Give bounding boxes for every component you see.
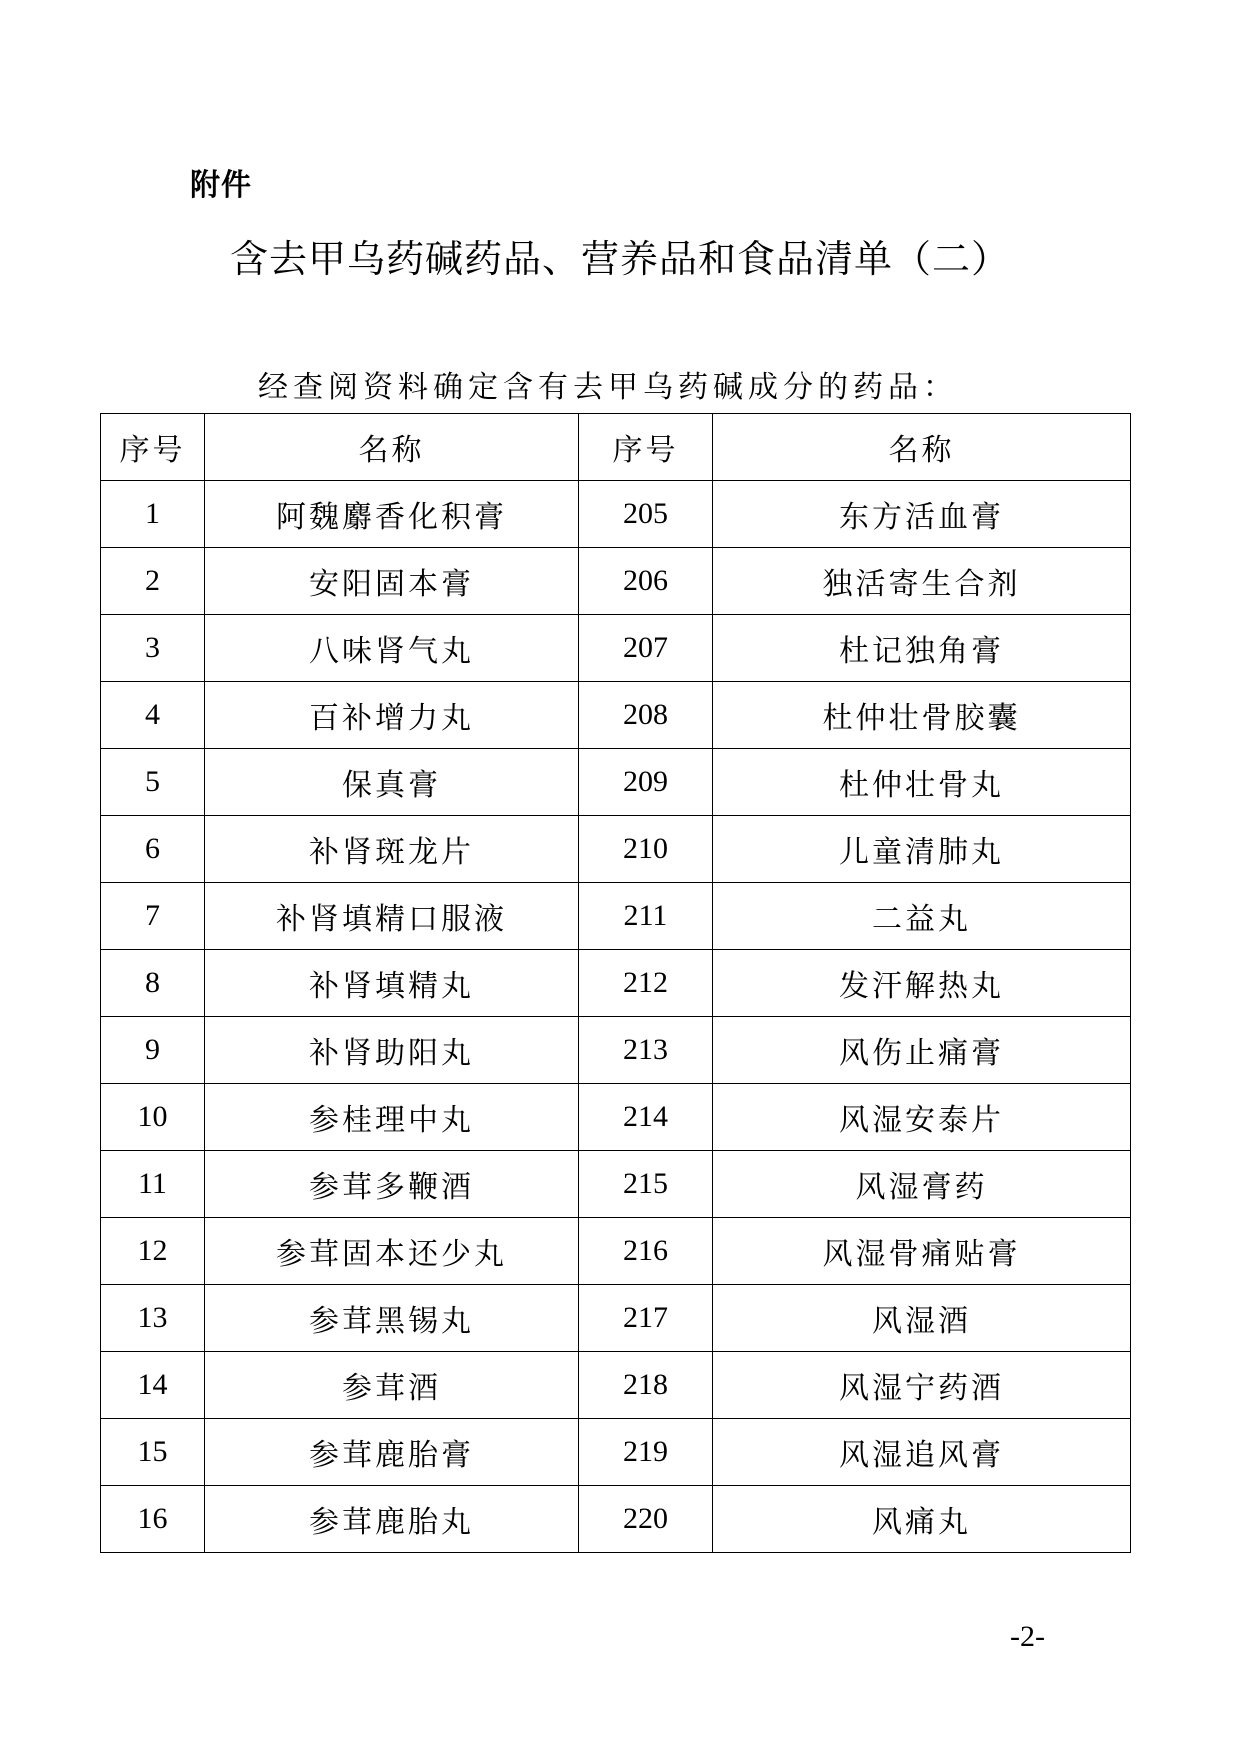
table-row xyxy=(101,682,1131,749)
column-header-index: 序号 xyxy=(101,414,205,481)
medicine-name: 参茸固本还少丸 xyxy=(205,1218,579,1285)
row-index: 219 xyxy=(579,1419,713,1486)
medicine-name: 参茸鹿胎膏 xyxy=(205,1419,579,1486)
medicine-name: 二益丸 xyxy=(713,883,1131,950)
row-index: 8 xyxy=(101,950,205,1017)
row-index: 15 xyxy=(101,1419,205,1486)
row-index: 211 xyxy=(579,883,713,950)
table-row xyxy=(101,1486,1131,1553)
table-header-row xyxy=(101,414,1131,481)
medicine-name: 风伤止痛膏 xyxy=(713,1017,1131,1084)
medicine-name: 八味肾气丸 xyxy=(205,615,579,682)
medicine-name: 风湿骨痛贴膏 xyxy=(713,1218,1131,1285)
medicine-name: 风湿宁药酒 xyxy=(713,1352,1131,1419)
column-header-name: 名称 xyxy=(713,414,1131,481)
table-row xyxy=(101,548,1131,615)
row-index: 212 xyxy=(579,950,713,1017)
column-header-name: 名称 xyxy=(205,414,579,481)
table-row xyxy=(101,816,1131,883)
document-title: 含去甲乌药碱药品、营养品和食品清单（二） xyxy=(229,237,1010,281)
intro-text: 经查阅资料确定含有去甲乌药碱成分的药品： xyxy=(258,370,958,405)
medicine-name: 独活寄生合剂 xyxy=(713,548,1131,615)
medicine-name: 参桂理中丸 xyxy=(205,1084,579,1151)
medicine-name: 参茸多鞭酒 xyxy=(205,1151,579,1218)
medicine-table xyxy=(100,413,1131,1553)
page-number: -2- xyxy=(1010,1620,1045,1653)
row-index: 9 xyxy=(101,1017,205,1084)
medicine-name: 补肾填精口服液 xyxy=(205,883,579,950)
medicine-name: 补肾填精丸 xyxy=(205,950,579,1017)
row-index: 220 xyxy=(579,1486,713,1553)
row-index: 1 xyxy=(101,481,205,548)
row-index: 213 xyxy=(579,1017,713,1084)
row-index: 5 xyxy=(101,749,205,816)
medicine-name: 发汗解热丸 xyxy=(713,950,1131,1017)
medicine-name: 风湿追风膏 xyxy=(713,1419,1131,1486)
row-index: 12 xyxy=(101,1218,205,1285)
medicine-name: 安阳固本膏 xyxy=(205,548,579,615)
attachment-label: 附件 xyxy=(190,168,252,203)
table-row xyxy=(101,481,1131,548)
row-index: 206 xyxy=(579,548,713,615)
table-row xyxy=(101,1151,1131,1218)
table-row xyxy=(101,1017,1131,1084)
table-row xyxy=(101,749,1131,816)
medicine-name: 杜仲壮骨丸 xyxy=(713,749,1131,816)
row-index: 10 xyxy=(101,1084,205,1151)
row-index: 6 xyxy=(101,816,205,883)
table-row xyxy=(101,950,1131,1017)
row-index: 218 xyxy=(579,1352,713,1419)
table-row xyxy=(101,1218,1131,1285)
row-index: 216 xyxy=(579,1218,713,1285)
row-index: 13 xyxy=(101,1285,205,1352)
medicine-name: 参茸黑锡丸 xyxy=(205,1285,579,1352)
row-index: 210 xyxy=(579,816,713,883)
row-index: 215 xyxy=(579,1151,713,1218)
medicine-name: 风痛丸 xyxy=(713,1486,1131,1553)
medicine-name: 儿童清肺丸 xyxy=(713,816,1131,883)
medicine-name: 风湿酒 xyxy=(713,1285,1131,1352)
column-header-index: 序号 xyxy=(579,414,713,481)
row-index: 209 xyxy=(579,749,713,816)
table-row xyxy=(101,883,1131,950)
table-body xyxy=(101,481,1131,1553)
medicine-name: 风湿膏药 xyxy=(713,1151,1131,1218)
medicine-name: 杜记独角膏 xyxy=(713,615,1131,682)
row-index: 205 xyxy=(579,481,713,548)
table-row xyxy=(101,1285,1131,1352)
medicine-name: 补肾斑龙片 xyxy=(205,816,579,883)
table-row xyxy=(101,1084,1131,1151)
row-index: 7 xyxy=(101,883,205,950)
row-index: 3 xyxy=(101,615,205,682)
medicine-name: 风湿安泰片 xyxy=(713,1084,1131,1151)
medicine-name: 补肾助阳丸 xyxy=(205,1017,579,1084)
table-row xyxy=(101,1352,1131,1419)
row-index: 2 xyxy=(101,548,205,615)
medicine-name: 百补增力丸 xyxy=(205,682,579,749)
medicine-name: 参茸酒 xyxy=(205,1352,579,1419)
table-row xyxy=(101,615,1131,682)
medicine-name: 杜仲壮骨胶囊 xyxy=(713,682,1131,749)
table-row xyxy=(101,1419,1131,1486)
row-index: 217 xyxy=(579,1285,713,1352)
row-index: 207 xyxy=(579,615,713,682)
row-index: 14 xyxy=(101,1352,205,1419)
row-index: 4 xyxy=(101,682,205,749)
row-index: 208 xyxy=(579,682,713,749)
row-index: 16 xyxy=(101,1486,205,1553)
medicine-name: 保真膏 xyxy=(205,749,579,816)
medicine-name: 东方活血膏 xyxy=(713,481,1131,548)
medicine-name: 参茸鹿胎丸 xyxy=(205,1486,579,1553)
row-index: 214 xyxy=(579,1084,713,1151)
medicine-name: 阿魏麝香化积膏 xyxy=(205,481,579,548)
row-index: 11 xyxy=(101,1151,205,1218)
